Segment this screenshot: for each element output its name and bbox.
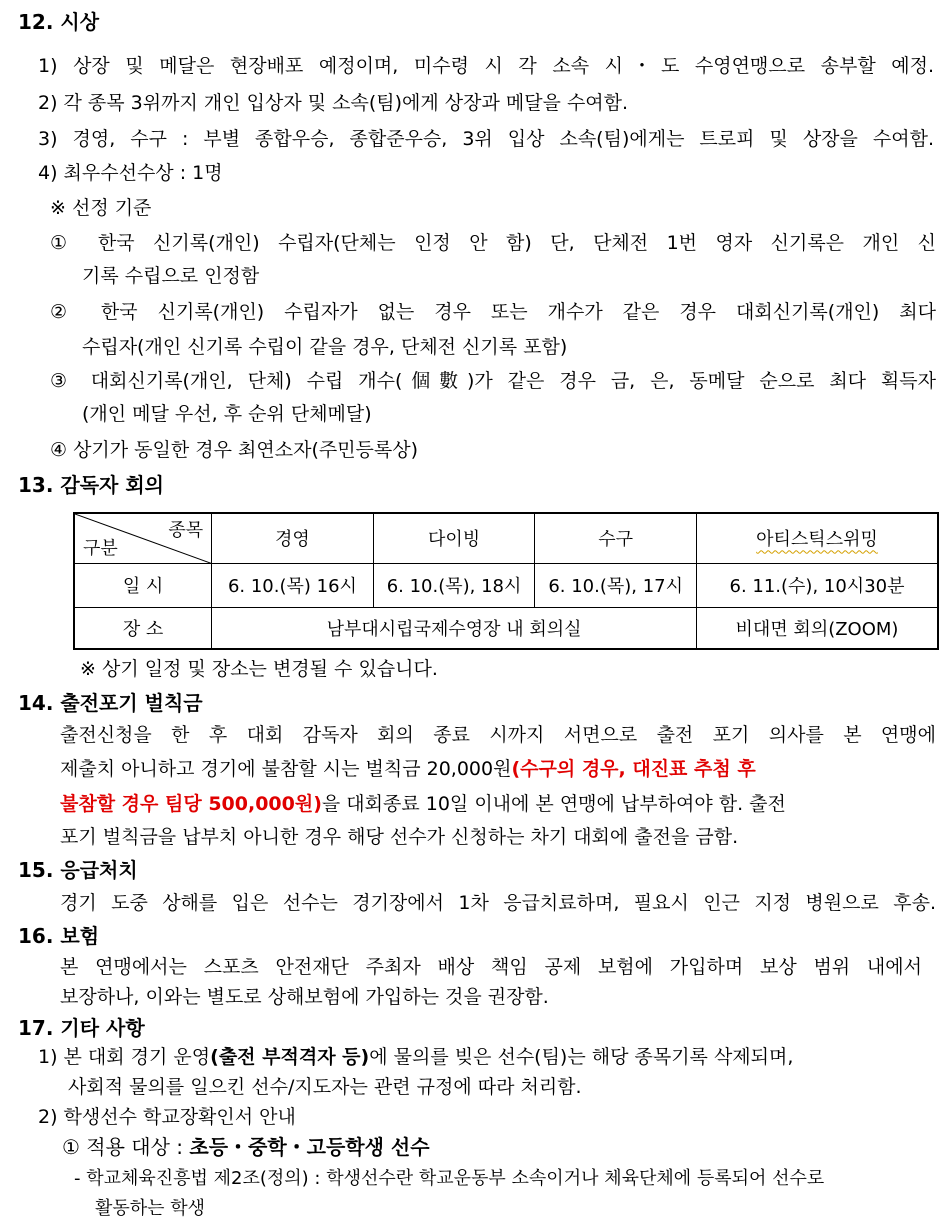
s12-criteria-3b: (개인 메달 우선, 후 순위 단체메달) [82, 403, 372, 425]
section-14-heading [18, 690, 203, 716]
row-label-date: 일 시 [74, 563, 212, 607]
table-corner-cell [74, 513, 212, 563]
date-cell-4: 6. 11.(수), 10시30분 [697, 563, 939, 607]
s14-line-3 [60, 791, 786, 817]
s12-criteria-1a: ① 한국 신기록(개인) 수립자(단체는 인정 안 함) 단, 단체전 1번 영자 신기록은 개인 신 [50, 232, 936, 254]
section-13-heading: 13. 감독자 회의 [18, 473, 164, 497]
col-header-2: 다이빙 [373, 513, 535, 563]
section-16-heading: 16. 보험 [18, 924, 100, 948]
table-header-row [74, 513, 938, 563]
col-header-4-text: 아티스틱스위밍 [756, 529, 878, 551]
section-15-heading: 15. 응급처치 [18, 858, 138, 882]
s12-item-1: 1) 상장 및 메달은 현장배포 예정이며, 미수령 시 각 소속 시・도 수영연맹으로 송부할 예정. [38, 55, 934, 77]
table-row-place [74, 607, 938, 649]
s14-line-4: 포기 벌칙금을 납부치 아니한 경우 해당 선수가 신청하는 차기 대회에 출전을 금함. [60, 826, 739, 848]
row-label-place: 장 소 [74, 607, 212, 649]
corner-top-label: 종목 [168, 520, 204, 541]
s16-line-1: 본 연맹에서는 스포츠 안전재단 주최자 배상 책임 공제 보험에 가입하며 보상 범위 내에서 [60, 956, 922, 978]
place-cell-main: 남부대시립국제수영장 내 회의실 [212, 607, 697, 649]
col-header-4 [697, 513, 939, 563]
s14-heading-text: 14. 출전포기 벌칙금 [18, 691, 203, 715]
place-cell-online: 비대면 회의(ZOOM) [697, 607, 939, 649]
s17-item-1-bold: (출전 부적격자 등) [210, 1046, 370, 1068]
s12-criteria-1b: 기록 수립으로 인정함 [82, 265, 260, 287]
s12-item-2: 2) 각 종목 3위까지 개인 입상자 및 소속(팀)에게 상장과 메달을 수여함. [38, 92, 629, 114]
s16-line-2: 보장하나, 이와는 별도로 상해보험에 가입하는 것을 권장함. [60, 986, 549, 1008]
s17-item-1-text-b: 에 물의를 빚은 선수(팀)는 해당 종목기록 삭제되며, [369, 1046, 794, 1068]
s15-line-1: 경기 도중 상해를 입은 선수는 경기장에서 1차 응급치료하며, 필요시 인근 지정 병원으로 후송. [60, 892, 936, 914]
s12-criteria-4: ④ 상기가 동일한 경우 최연소자(주민등록상) [50, 439, 419, 461]
section-17-heading: 17. 기타 사항 [18, 1016, 145, 1040]
section-12-heading: 12. 시상 [18, 10, 100, 34]
table-row-date [74, 563, 938, 607]
s17-item-1b: 사회적 물의를 일으킨 선수/지도자는 관련 규정에 따라 처리함. [68, 1076, 582, 1098]
date-cell-2: 6. 10.(목), 18시 [373, 563, 535, 607]
corner-bottom-label: 구분 [83, 537, 118, 559]
s17-dash-line-a: - 학교체육진흥법 제2조(정의) : 학생선수란 학교운동부 소속이거나 체육단체에 등록되어 선수로 [74, 1168, 825, 1189]
s12-criteria-title: ※ 선정 기준 [50, 197, 152, 219]
s12-item-3: 3) 경영, 수구 : 부별 종합우승, 종합준우승, 3위 입상 소속(팀)에게는 트로피 및 상장을 수여함. [38, 128, 934, 150]
s12-criteria-3a: ③ 대회신기록(개인, 단체) 수립 개수(個數)가 같은 경우 금, 은, 동메달 순으로 최다 획득자 [50, 370, 936, 392]
s14-line-1: 출전신청을 한 후 대회 감독자 회의 종료 시까지 서면으로 출전 포기 의사를 본 연맹에 [60, 724, 936, 746]
s17-item-2: 2) 학생선수 학교장확인서 안내 [38, 1106, 296, 1128]
s12-item-4: 4) 최우수선수상 : 1명 [38, 162, 223, 184]
s12-criteria-2a: ② 한국 신기록(개인) 수립자가 없는 경우 또는 개수가 같은 경우 대회신기록(개인) 최다 [50, 301, 936, 323]
col-header-3: 수구 [535, 513, 697, 563]
s17-item-1a [38, 1044, 793, 1070]
s17-dash-line-b: 활동하는 학생 [95, 1198, 206, 1219]
s13-note: ※ 상기 일정 및 장소는 변경될 수 있습니다. [80, 658, 438, 680]
s12-criteria-2b: 수립자(개인 신기록 수립이 같을 경우, 단체전 신기록 포함) [82, 336, 568, 358]
s14-line-2-text: 제출치 아니하고 경기에 불참할 시는 벌칙금 20,000원 [60, 758, 512, 780]
date-cell-3: 6. 10.(목), 17시 [535, 563, 697, 607]
s17-item-2-1 [62, 1134, 430, 1160]
date-cell-1: 6. 10.(목) 16시 [212, 563, 374, 607]
s14-line-3-text: 을 대회종료 10일 이내에 본 연맹에 납부하여야 함. 출전 [321, 793, 786, 815]
s14-line-2-red: (수구의 경우, 대진표 추첨 후 [511, 758, 756, 780]
s17-item-2-1-bold: 초등・중학・고등학생 선수 [189, 1135, 430, 1159]
supervisor-meeting-table [73, 512, 939, 650]
s17-item-1-text-a: 1) 본 대회 경기 운영 [38, 1046, 211, 1068]
s14-line-2 [60, 756, 756, 782]
col-header-1: 경영 [212, 513, 374, 563]
s17-item-2-1-text: ① 적용 대상 : [62, 1135, 190, 1159]
s14-line-3-red: 불참할 경우 팀당 500,000원) [60, 793, 322, 815]
